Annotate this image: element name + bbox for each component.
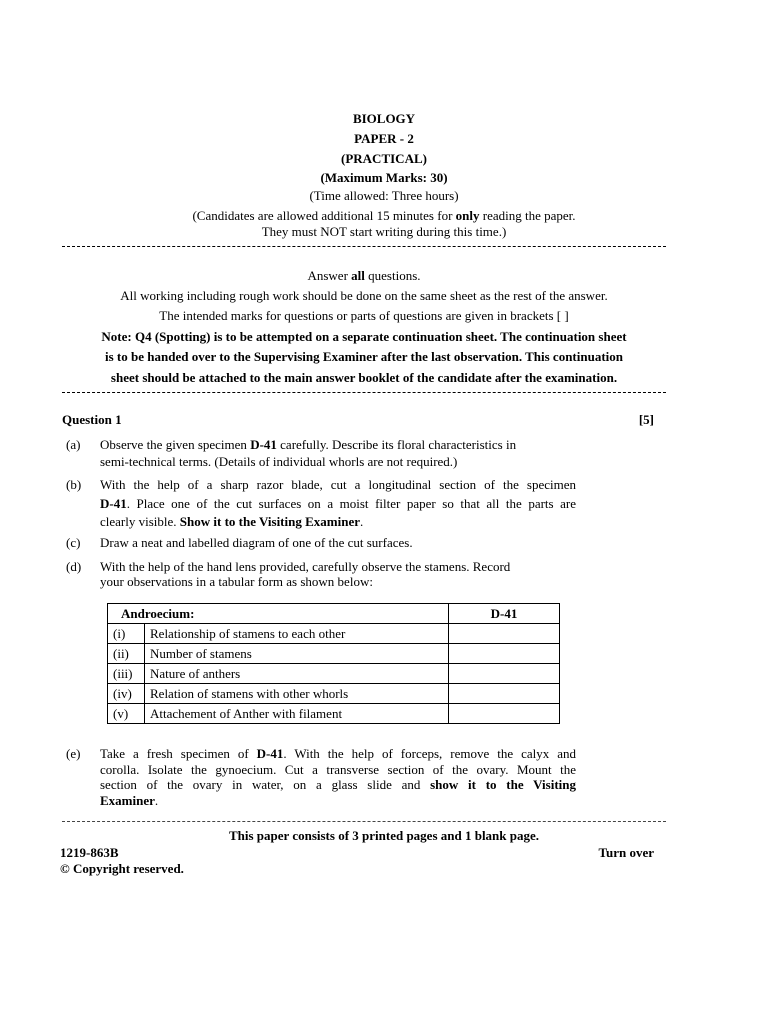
row-number: (iv) [108,684,145,704]
part-e-label: (e) [66,746,81,761]
part-d-label: (d) [66,559,82,574]
subject-title: BIOLOGY [352,111,416,126]
table-row [108,624,560,644]
instruction-answer-all: Answer all questions. [307,268,421,283]
paper-number: PAPER - 2 [354,131,414,146]
part-b-text: With the help of a sharp razor blade, cut a longitudinal section of the specimen D-41. Place one of the cut surfaces on a moist filter paper so that all the parts are clearly visible. Show it to the Visiting Examiner. [100,477,576,529]
paper-code: 1219-863B [60,845,119,860]
table-header-androecium: Androecium: [108,604,449,624]
part-c [66,534,576,552]
part-a-text: Observe the given specimen D-41 carefully. Describe its floral characteristics in semi-technical terms. (Details of individual whorls are not required.) [100,437,517,469]
question-marks: [5] [638,412,654,427]
row-number: (ii) [108,644,145,664]
row-text: Attachement of Anther with filament [145,704,449,724]
part-c-text: Draw a neat and labelled diagram of one of the cut surfaces. [100,535,413,550]
table-row [108,704,560,724]
note-line3: sheet should be attached to the main answer booklet of the candidate after the examination. [110,370,618,385]
instruction-rough-work: All working including rough work should be done on the same sheet as the rest of the answer. [120,288,608,303]
row-answer-cell [449,704,560,724]
row-text: Relationship of stamens to each other [145,624,449,644]
part-a-label: (a) [66,437,81,452]
observation-table [107,603,560,724]
note-line2: is to be handed over to the Supervising Examiner after the last observation. This continuation [105,349,623,364]
row-number: (v) [108,704,145,724]
table-row [108,644,560,664]
part-b-label: (b) [66,477,82,492]
row-answer-cell [449,664,560,684]
part-a [66,436,576,470]
note-line1: Note: Q4 (Spotting) is to be attempted on a separate continuation sheet. The continuation sheet [101,329,627,344]
divider-top [62,246,666,247]
question-title: Question 1 [62,412,122,427]
divider-instructions [62,392,666,393]
copyright: © Copyright reserved. [60,861,184,876]
table-header-row [108,604,560,624]
question-heading [62,412,654,428]
row-number: (i) [108,624,145,644]
instruction-marks: The intended marks for questions or parts of questions are given in brackets [ ] [159,308,569,323]
row-text: Nature of anthers [145,664,449,684]
part-d-text: With the help of the hand lens provided, carefully observe the stamens. Record your observations in a tabular form as shown below: [100,559,511,589]
row-number: (iii) [108,664,145,684]
part-c-label: (c) [66,535,81,550]
row-text: Number of stamens [145,644,449,664]
row-answer-cell [449,624,560,644]
row-answer-cell [449,644,560,664]
part-e [66,746,576,810]
paper-type: (PRACTICAL) [341,151,427,166]
table-row [108,664,560,684]
pages-note: This paper consists of 3 printed pages and 1 blank page. [228,828,540,843]
part-b [66,476,576,530]
time-allowed: (Time allowed: Three hours) [309,188,459,203]
part-e-text: Take a fresh specimen of D-41. With the help of forceps, remove the calyx and corolla. Isolate the gynoecium. Cut a transverse section of the ovary. Mount the section of the ovary in water, on a glass slide and show it to the Visiting Examiner. [100,746,577,808]
reading-time-note-line1: (Candidates are allowed additional 15 minutes for only reading the paper. [192,208,576,223]
table-row [108,684,560,704]
part-d [66,560,576,594]
max-marks: (Maximum Marks: 30) [320,170,448,185]
table-header-specimen: D-41 [449,604,560,624]
turn-over: Turn over [598,845,654,860]
row-answer-cell [449,684,560,704]
reading-time-note-line2: They must NOT start writing during this time.) [261,224,507,239]
divider-footer [62,821,666,822]
row-text: Relation of stamens with other whorls [145,684,449,704]
